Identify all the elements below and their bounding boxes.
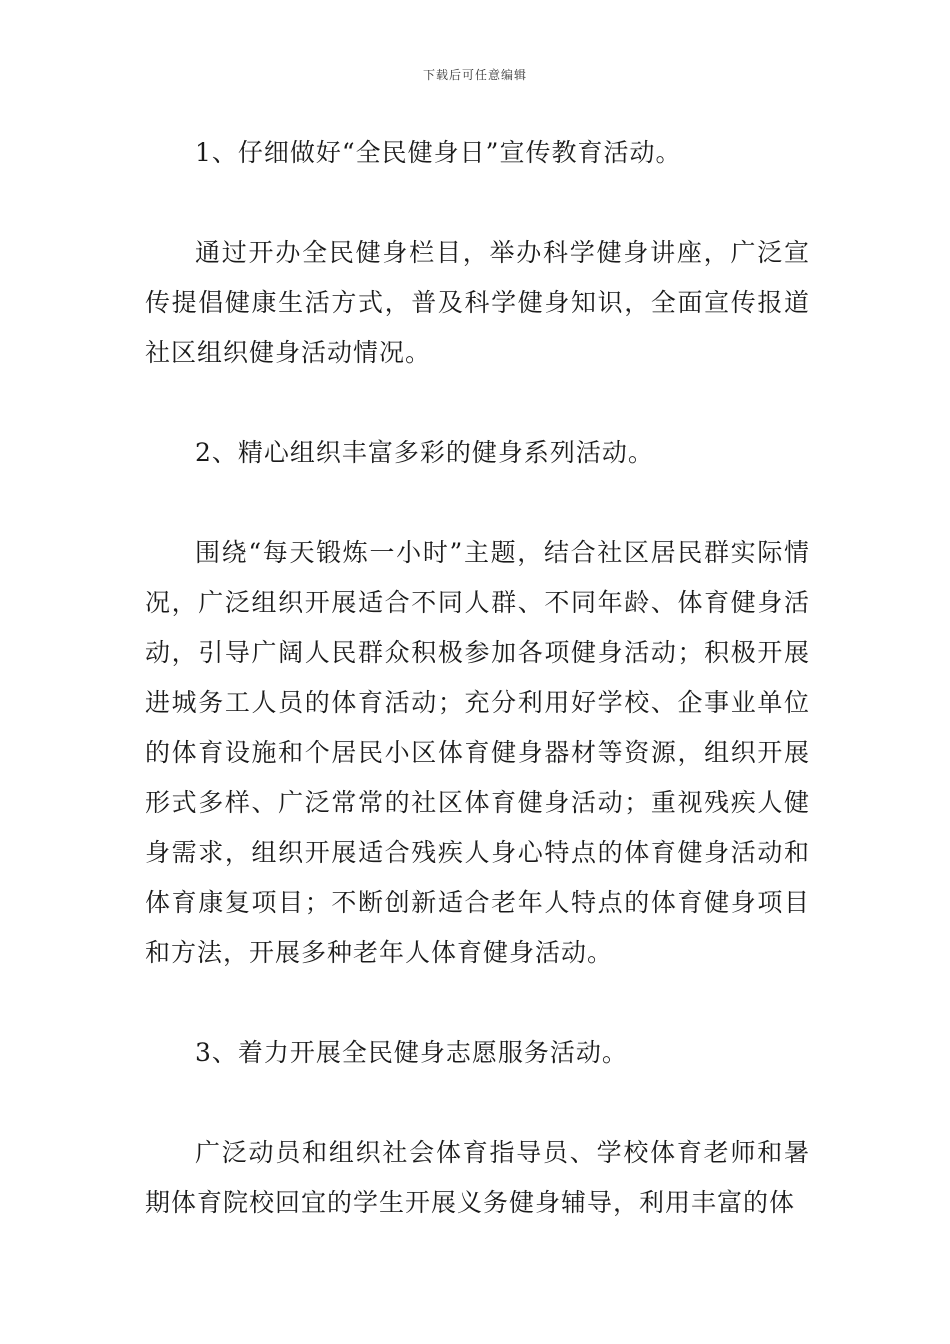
paragraph-3: 广泛动员和组织社会体育指导员、学校体育老师和暑期体育院校回宜的学生开展义务健身辅导，利用丰富的体 [145,1138,810,1217]
paragraph-spacer [145,978,810,1028]
heading-3: 3、着力开展全民健身志愿服务活动。 [195,1038,628,1067]
paragraph-2: 围绕“每天锻炼一小时”主题，结合社区居民群实际情况，广泛组织开展适合不同人群、不同年龄、体育健身活动，引导广阔人民群众积极参加各项健身活动；积极开展进城务工人员的体育活动；充分利用好学校、企事业单位的体育设施和个居民小区体育健身器材等资源，组织开展形式多样、广泛常常的社区体育健身活动；重视残疾人健身需求，组织开展适合残疾人身心特点的体育健身活动和体育康复项目；不断创新适合老年人特点的体育健身项目和方法，开展多种老年人体育健身活动。 [145,538,810,967]
page-header: 下载后可任意编辑 [422,68,527,82]
heading-1: 1、仔细做好“全民健身日”宣传教育活动。 [195,138,682,167]
document-body [145,128,810,1228]
paragraph-spacer [145,378,810,428]
paragraph-1: 通过开办全民健身栏目，举办科学健身讲座，广泛宣传提倡健康生活方式，普及科学健身知识，全面宣传报道社区组织健身活动情况。 [145,238,810,367]
paragraph-spacer [145,178,810,228]
paragraph-spacer [145,478,810,528]
paragraph-spacer [145,1078,810,1128]
heading-2: 2、精心组织丰富多彩的健身系列活动。 [195,438,654,467]
